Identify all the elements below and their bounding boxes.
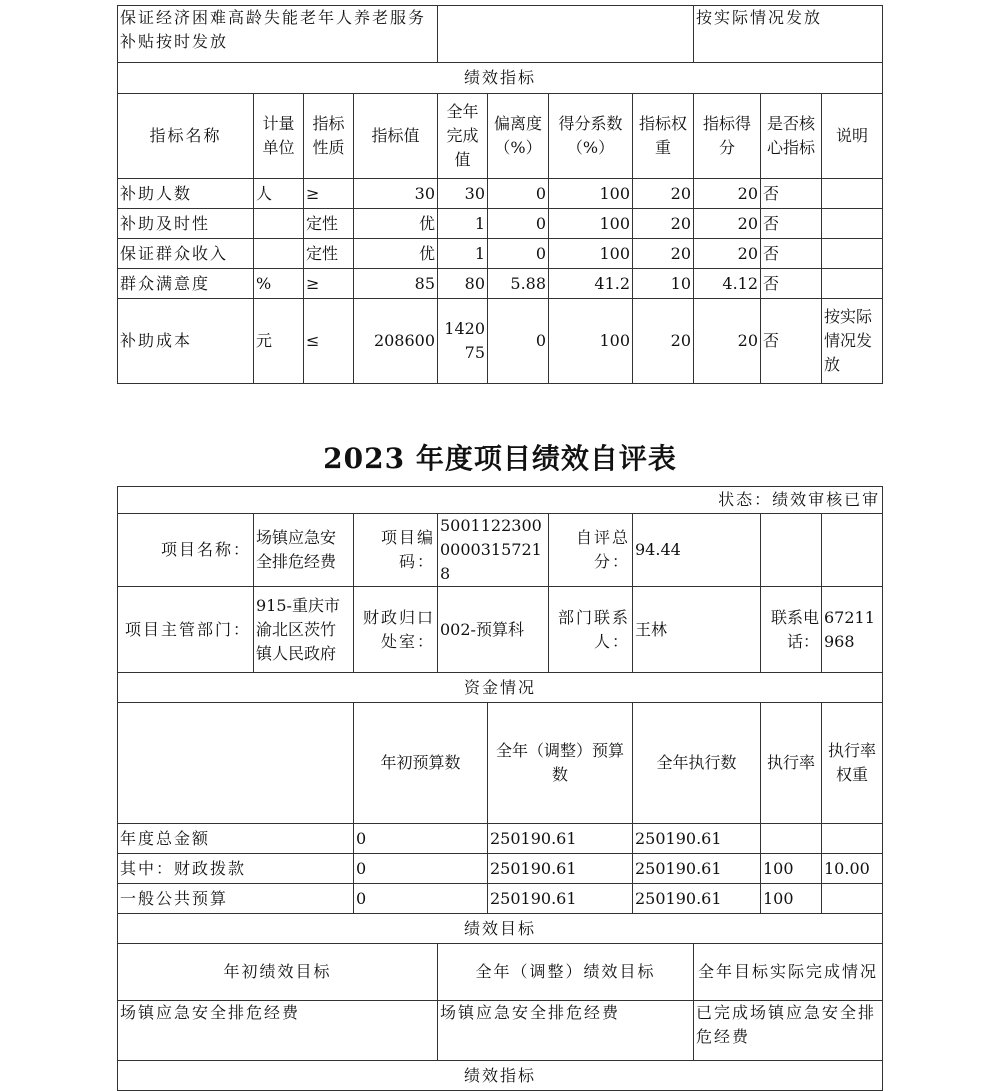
phone-label: 联系电话：: [761, 587, 822, 673]
indicator-name: 保证群众收入: [118, 239, 254, 269]
header-cell: 全年完成值: [438, 94, 488, 179]
header-cell: 是否核心指标: [761, 94, 822, 179]
page-title: 2023 年度项目绩效自评表: [323, 442, 677, 475]
indicator-name: 群众满意度: [118, 269, 254, 299]
indicator-header-row: [118, 94, 883, 179]
indicator-note: [822, 269, 883, 299]
funds-rate: 100: [761, 854, 822, 884]
indicator-coef: 100: [549, 179, 633, 209]
indicator-score: 20: [694, 209, 761, 239]
indicator-unit: 人: [254, 179, 304, 209]
table-row: [118, 179, 883, 209]
project-info-row: [118, 514, 883, 587]
indicator-deviation: 5.88: [488, 269, 549, 299]
funds-adjusted: 250190.61: [488, 884, 633, 914]
funds-executed: 250190.61: [633, 884, 761, 914]
indicator-core: 否: [761, 239, 822, 269]
header-cell: 全年（调整）绩效目标: [438, 944, 694, 1001]
indicator-deviation: 0: [488, 239, 549, 269]
indicator-value: 优: [354, 239, 438, 269]
table-row: [118, 854, 883, 884]
header-cell: 全年（调整）预算数: [488, 703, 633, 824]
funds-initial: 0: [354, 824, 488, 854]
self-evaluation-table: [117, 486, 883, 1091]
table-row: [118, 269, 883, 299]
indicator-score: 20: [694, 299, 761, 384]
goal-initial: 场镇应急安全排危经费: [118, 1001, 438, 1061]
indicator-value: 85: [354, 269, 438, 299]
indicator-unit: %: [254, 269, 304, 299]
project-name-value: 场镇应急安全排危经费: [254, 514, 354, 587]
indicator-score: 20: [694, 179, 761, 209]
indicator-deviation: 0: [488, 209, 549, 239]
indicator-weight: 20: [633, 299, 694, 384]
indicator-nature: 定性: [304, 239, 354, 269]
contact-value: 王林: [633, 587, 761, 673]
goals-row: [118, 1001, 883, 1061]
header-cell: 全年执行数: [633, 703, 761, 824]
indicator-actual: 1: [438, 209, 488, 239]
goal-actual: 已完成场镇应急安全排危经费: [694, 1001, 883, 1061]
indicator-score: 4.12: [694, 269, 761, 299]
goal-adjusted: 场镇应急安全排危经费: [438, 1001, 694, 1061]
header-cell: 说明: [822, 94, 883, 179]
section-title-indicators: 绩效指标: [118, 63, 883, 94]
header-cell: 年初绩效目标: [118, 944, 438, 1001]
funds-executed: 250190.61: [633, 854, 761, 884]
indicator-core: 否: [761, 269, 822, 299]
indicator-value: 优: [354, 209, 438, 239]
indicator-unit: [254, 209, 304, 239]
indicator-weight: 20: [633, 209, 694, 239]
funds-rate: [761, 824, 822, 854]
indicator-deviation: 0: [488, 179, 549, 209]
indicator-coef: 100: [549, 209, 633, 239]
goal-row: [118, 6, 883, 63]
indicator-nature: ≥: [304, 269, 354, 299]
indicator-unit: [254, 239, 304, 269]
indicator-weight: 20: [633, 239, 694, 269]
header-cell: 年初预算数: [354, 703, 488, 824]
indicator-name: 补助成本: [118, 299, 254, 384]
section-title-goals: 绩效目标: [118, 914, 883, 944]
funds-adjusted: 250190.61: [488, 824, 633, 854]
indicator-value: 30: [354, 179, 438, 209]
indicator-actual: 142075: [438, 299, 488, 384]
indicator-actual: 30: [438, 179, 488, 209]
project-code-label: 项目编码：: [354, 514, 438, 587]
goal-cell-middle: [438, 6, 694, 63]
indicator-core: 否: [761, 179, 822, 209]
empty-cell: [761, 514, 822, 587]
dept-label: 项目主管部门：: [118, 587, 254, 673]
indicator-value: 208600: [354, 299, 438, 384]
indicator-coef: 41.2: [549, 269, 633, 299]
funds-weight: 10.00: [822, 854, 883, 884]
funds-rate: 100: [761, 884, 822, 914]
indicator-note: [822, 179, 883, 209]
goals-header-row: [118, 944, 883, 1001]
funds-adjusted: 250190.61: [488, 854, 633, 884]
indicator-nature: 定性: [304, 209, 354, 239]
indicator-nature: ≥: [304, 179, 354, 209]
table-row: [118, 884, 883, 914]
project-name-label: 项目名称：: [118, 514, 254, 587]
contact-label: 部门联系人：: [549, 587, 633, 673]
funds-weight: [822, 824, 883, 854]
header-cell: 偏离度（%）: [488, 94, 549, 179]
indicator-weight: 20: [633, 179, 694, 209]
funds-initial: 0: [354, 884, 488, 914]
indicator-deviation: 0: [488, 299, 549, 384]
table-row: [118, 824, 883, 854]
dept-value: 915-重庆市渝北区茨竹镇人民政府: [254, 587, 354, 673]
goal-cell-right: 按实际情况发放: [694, 6, 883, 63]
indicator-note: 按实际情况发放: [822, 299, 883, 384]
phone-value: 67211968: [822, 587, 883, 673]
self-score-label: 自评总分：: [549, 514, 633, 587]
department-row: [118, 587, 883, 673]
header-cell: 指标得分: [694, 94, 761, 179]
table-row: [118, 209, 883, 239]
indicator-core: 否: [761, 209, 822, 239]
indicator-score: 20: [694, 239, 761, 269]
empty-cell: [822, 514, 883, 587]
header-cell: 指标值: [354, 94, 438, 179]
header-cell: 指标名称: [118, 94, 254, 179]
header-cell: 全年目标实际完成情况: [694, 944, 883, 1001]
indicator-note: [822, 209, 883, 239]
section-title-funds: 资金情况: [118, 673, 883, 703]
indicator-note: [822, 239, 883, 269]
project-code-value: 500112230000003157218: [438, 514, 549, 587]
header-cell: 得分系数（%）: [549, 94, 633, 179]
indicator-actual: 80: [438, 269, 488, 299]
section-title-indicators-bottom: 绩效指标: [118, 1061, 883, 1091]
funds-row-label: 一般公共预算: [118, 884, 354, 914]
self-score-value: 94.44: [633, 514, 761, 587]
indicator-coef: 100: [549, 239, 633, 269]
indicator-coef: 100: [549, 299, 633, 384]
header-cell: 指标权重: [633, 94, 694, 179]
indicator-name: 补助及时性: [118, 209, 254, 239]
funds-row-label: 其中：财政拨款: [118, 854, 354, 884]
finance-value: 002-预算科: [438, 587, 549, 673]
indicator-nature: ≤: [304, 299, 354, 384]
table-row: [118, 299, 883, 384]
indicator-actual: 1: [438, 239, 488, 269]
empty-cell: [118, 703, 354, 824]
status-badge: 状态：绩效审核已审: [118, 487, 883, 514]
funds-header-row: [118, 703, 883, 824]
header-cell: 执行率: [761, 703, 822, 824]
indicator-weight: 10: [633, 269, 694, 299]
finance-label: 财政归口处室：: [354, 587, 438, 673]
header-cell: 计量单位: [254, 94, 304, 179]
goal-cell-left: 保证经济困难高龄失能老年人养老服务补贴按时发放: [118, 6, 438, 63]
indicator-table-top: [117, 5, 883, 384]
header-cell: 执行率权重: [822, 703, 883, 824]
indicator-unit: 元: [254, 299, 304, 384]
header-cell: 指标性质: [304, 94, 354, 179]
funds-row-label: 年度总金额: [118, 824, 354, 854]
indicator-name: 补助人数: [118, 179, 254, 209]
funds-initial: 0: [354, 854, 488, 884]
funds-weight: [822, 884, 883, 914]
table-row: [118, 239, 883, 269]
indicator-core: 否: [761, 299, 822, 384]
funds-executed: 250190.61: [633, 824, 761, 854]
